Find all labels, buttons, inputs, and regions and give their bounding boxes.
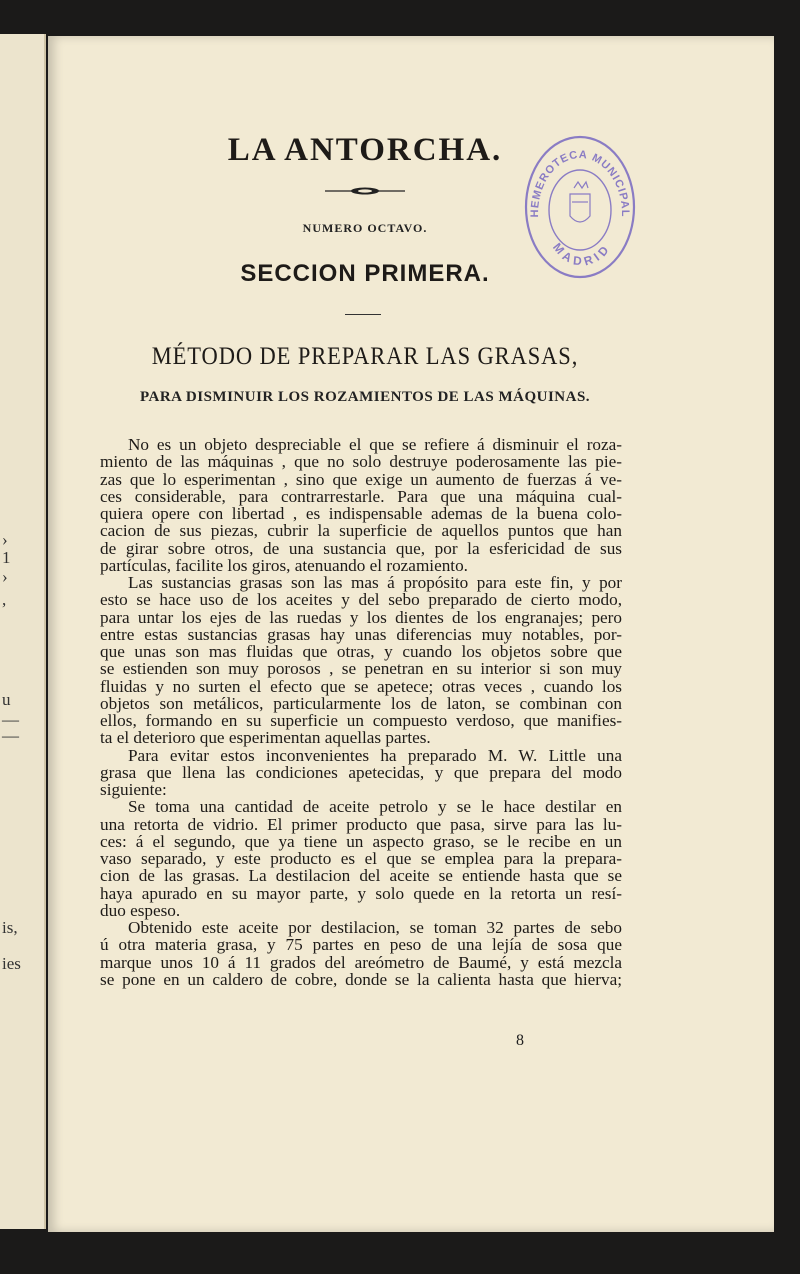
publication-title: LA ANTORCHA. [227,132,503,168]
text-line: zas que lo esperimentan , sino que exige un aumento de fuerzas á ve- [100,469,622,489]
adjacent-page-text-fragment: , [2,590,7,609]
text-line: quiera opere con libertad , es indispensable ademas de la buena colo- [100,504,622,523]
adjacent-page-text-fragment: u [2,690,11,709]
article-subtitle: PARA DISMINUIR LOS ROZAMIENTOS DE LAS MÁQUINAS. [139,389,591,405]
text-line: grasa que llena las condiciones apetecidas, y que prepara del modo [100,762,622,782]
text-line: de girar sobre otros, de una sustancia que, por la esfericidad de sus [100,538,622,558]
text-line: ces considerable, para contrarrestarle. Para que una máquina cual- [100,486,622,506]
text-line: miento de las máquinas , que no solo destruye poderosamente las pie- [100,452,622,472]
text-line: Obtenido este aceite por destilacion, se toman 32 partes de sebo [128,918,622,937]
text-line: para untar los ejes de las ruedas y los dientes de los engranajes; pero [100,607,622,627]
document-page [48,36,774,1232]
crest-icon [570,182,590,222]
adjacent-page-text-fragment: › [2,530,8,549]
text-line: marque unos 10 á 11 grados del areómetro de Baumé, y está mezcla [100,952,622,972]
adjacent-page-text-fragment: — [2,726,19,745]
text-line: se estienden son muy porosos , se penetran en su interior si son muy [100,659,622,679]
adjacent-page-text-fragment: 1 [2,548,11,567]
text-line: No es un objeto despreciable el que se refiere á disminuir el roza- [128,435,622,454]
stamp-inner-ring [549,170,611,250]
library-stamp [522,132,638,282]
adjacent-page-text-fragment: › [2,567,8,586]
article-title: MÉTODO DE PREPARAR LAS GRASAS, [151,343,579,370]
text-line: duo espeso. [100,900,181,920]
text-line: esto se hace uso de los aceites y del sebo preparado de cierto modo, [100,590,622,610]
adjacent-page-text-fragment: is, [2,918,18,937]
section-divider [345,314,381,315]
page-number: 8 [516,1032,524,1049]
text-line: ellos, formando en su superficie un compuesto verdoso, que manifies- [100,711,622,730]
stamp-bottom-text: MADRID [550,240,614,269]
adjacent-page-text-fragment: ies [2,954,21,973]
text-line: ú otra materia grasa, y 75 partes en peso de una lejía de sosa que [100,935,622,955]
text-line: entre estas sustancias grasas hay unas diferencias muy notables, por- [100,624,622,644]
text-line: se pone en un caldero de cobre, donde se la calienta hasta que hierva; [100,969,622,989]
text-line: cacion de sus piezas, cubrir la superficie de aquellos puntos que han [100,521,622,541]
text-line: cion de las grasas. La destilacion del aceite se entiende hasta que se [100,866,622,886]
text-line: una retorta de vidrio. El primer producto que pasa, sirve para las lu- [100,814,622,834]
ornamental-rule [325,186,405,196]
text-line: partículas, facilite los giros, atenuando el rozamiento. [100,555,468,575]
text-line: Se toma una cantidad de aceite petrolo y se le hace destilar en [128,797,622,817]
text-line: ces: á el segundo, que ya tiene un aspecto graso, se le recibe en un [100,831,622,851]
text-line: Las sustancias grasas son las mas á propósito para este fin, y por [128,573,622,592]
article-body [100,436,622,988]
text-line: que unas son mas fluidas que otras, y cuando los objetos sobre que [100,642,622,661]
text-line: haya apurado en su mayor parte, y solo quede en la retorta un resí- [100,883,622,903]
text-line: fluidas y no surten el efecto que se apetece; otras veces , cuando los [100,676,622,696]
section-title: SECCION PRIMERA. [240,260,490,287]
text-line: objetos son metálicos, particularmente los de laton, se combinan con [100,693,622,713]
text-line: Para evitar estos inconvenientes ha preparado M. W. Little una [128,745,622,765]
text-line: ta el deterioro que esperimentan aquellas partes. [100,728,431,748]
stamp-top-text: HEMEROTECA MUNICIPAL [528,148,632,218]
text-line: vaso separado, y este producto es el que se emplea para la prepara- [100,849,622,868]
adjacent-page-edge [0,34,46,1229]
adjacent-page-text-fragment: — [2,710,19,729]
issue-number: NUMERO OCTAVO. [302,221,428,235]
text-line: siguiente: [100,780,167,799]
